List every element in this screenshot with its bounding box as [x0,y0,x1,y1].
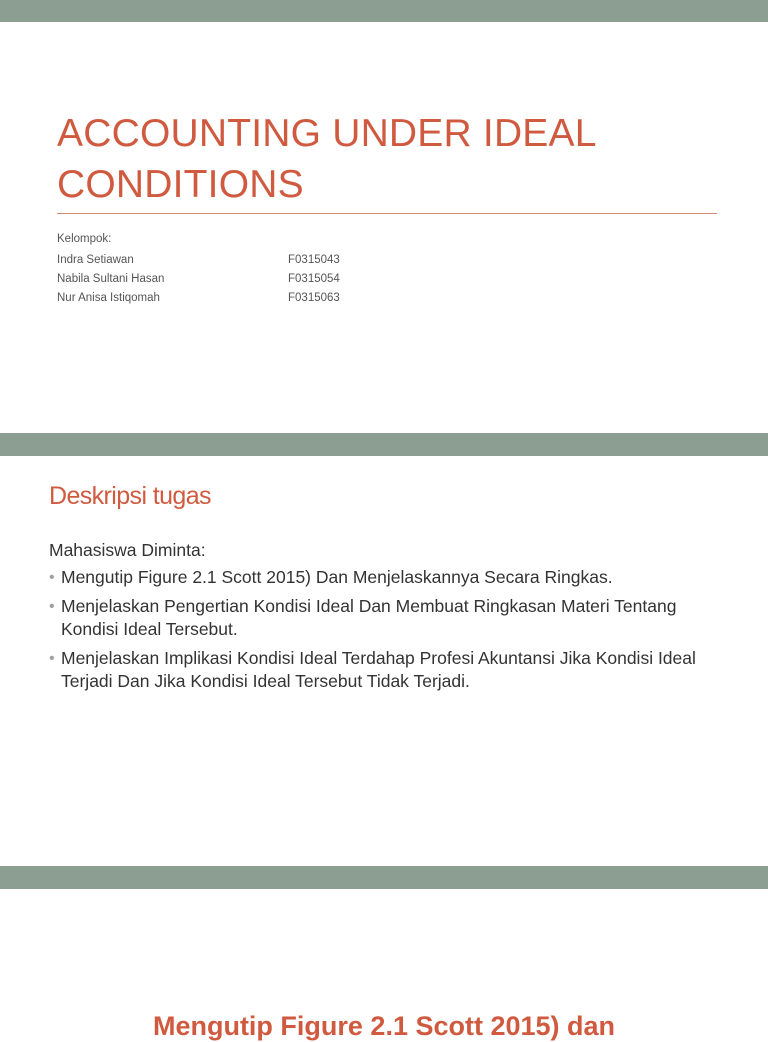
list-item [49,647,729,693]
member-name: Indra Setiawan [57,254,134,266]
task-text: Menjelaskan Pengertian Kondisi Ideal Dan Membuat Ringkasan Materi Tentang Kondisi Ideal Tersebut. [61,596,677,639]
member-row [57,251,340,270]
task-list [49,566,729,699]
slide-separator-bar [0,433,768,456]
intro-text: Mahasiswa Diminta: [49,540,206,560]
member-id: F0315043 [288,254,340,266]
slide-title: Mengutip Figure 2.1 Scott 2015) dan [152,1011,616,1041]
member-row [57,289,340,308]
group-label: Kelompok: [57,233,112,245]
member-id: F0315054 [288,273,340,285]
title-underline [57,213,717,214]
bullet-icon: • [49,598,55,615]
slide-title: Deskripsi tugas [49,482,211,510]
presentation-title: ACCOUNTING UNDER IDEAL CONDITIONS [57,112,596,206]
title-slide [0,22,768,433]
member-name: Nur Anisa Istiqomah [57,292,160,304]
task-text: Mengutip Figure 2.1 Scott 2015) Dan Menjelaskannya Secara Ringkas. [61,567,613,587]
member-id: F0315063 [288,292,340,304]
slide-separator-bar [0,866,768,889]
task-description-slide [0,456,768,866]
slide-separator-bar [0,0,768,22]
member-list [57,251,340,308]
list-item [49,566,729,589]
task-text: Menjelaskan Implikasi Kondisi Ideal Terdahap Profesi Akuntansi Jika Kondisi Ideal Terjadi Dan Jika Kondisi Ideal Tersebut Tidak Terjadi. [61,648,696,691]
next-slide-partial [0,889,768,1041]
member-name: Nabila Sultani Hasan [57,273,165,285]
list-item [49,595,729,641]
member-row [57,270,340,289]
bullet-icon: • [49,569,55,586]
bullet-icon: • [49,650,55,667]
